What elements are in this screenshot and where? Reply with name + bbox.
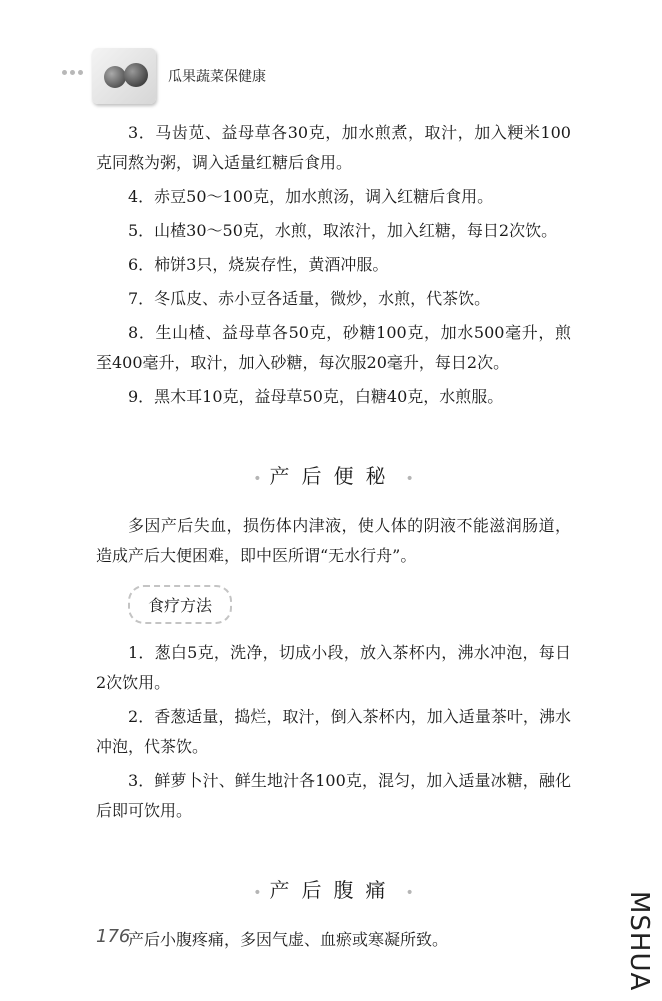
remedy-item-4: 4．赤豆50～100克，加水煎汤，调入红糖后食用。	[128, 187, 494, 206]
remedy-item-5: 5．山楂30～50克，水煎，取浓汁，加入红糖，每日2次饮。	[128, 221, 558, 240]
section-heading: 产后便秘	[269, 464, 398, 488]
bullet-icon: •	[253, 885, 262, 901]
section-title-abdominal-pain	[96, 874, 571, 903]
diet-item-1: 1．葱白5克，洗净，切成小段，放入茶杯内，沸水冲泡，每日2次饮用。	[96, 643, 571, 692]
book-title: 瓜果蔬菜保健康	[168, 69, 266, 85]
remedy-item-8: 8．生山楂、益母草各50克，砂糖100克，加水500毫升，煎至400毫升，取汁，加入砂糖，每次服20毫升，每日2次。	[96, 323, 571, 372]
page-content	[96, 118, 571, 959]
remedy-item-3: 3．马齿苋、益母草各30克，加水煎煮，取汁，加入粳米100克同熬为粥，调入适量红糖后食用。	[96, 123, 571, 172]
diet-item-2: 2．香葱适量，捣烂，取汁，倒入茶杯内，加入适量茶叶，沸水冲泡，代茶饮。	[96, 707, 571, 756]
page-number: 176	[96, 926, 131, 947]
diet-item-3: 3．鲜萝卜汁、鲜生地汁各100克，混匀，加入适量冰糖，融化后即可饮用。	[96, 771, 571, 820]
bullet-icon: •	[405, 885, 414, 901]
remedy-item-7: 7．冬瓜皮、赤小豆各适量，微炒，水煎，代茶饮。	[128, 289, 491, 308]
fruit-bowl-icon	[92, 48, 156, 104]
watermark: MSHUA	[624, 890, 654, 991]
remedy-item-9: 9．黑木耳10克，益母草50克，白糖40克，水煎服。	[128, 387, 504, 406]
bullet-icon: •	[405, 471, 414, 487]
section-intro: 产后小腹疼痛，多因气虚、血瘀或寒凝所致。	[128, 930, 449, 949]
page-header	[62, 40, 362, 110]
bullet-icon: •	[253, 471, 262, 487]
section-heading: 产后腹痛	[269, 878, 398, 902]
remedy-item-6: 6．柿饼3只，烧炭存性，黄酒冲服。	[128, 255, 389, 274]
section-intro: 多因产后失血，损伤体内津液，使人体的阴液不能滋润肠道，造成产后大便困难，即中医所谓“无水行舟”。	[96, 516, 571, 565]
method-label: 食疗方法	[128, 585, 232, 624]
decorative-dots	[62, 70, 83, 75]
section-title-constipation	[96, 460, 571, 489]
